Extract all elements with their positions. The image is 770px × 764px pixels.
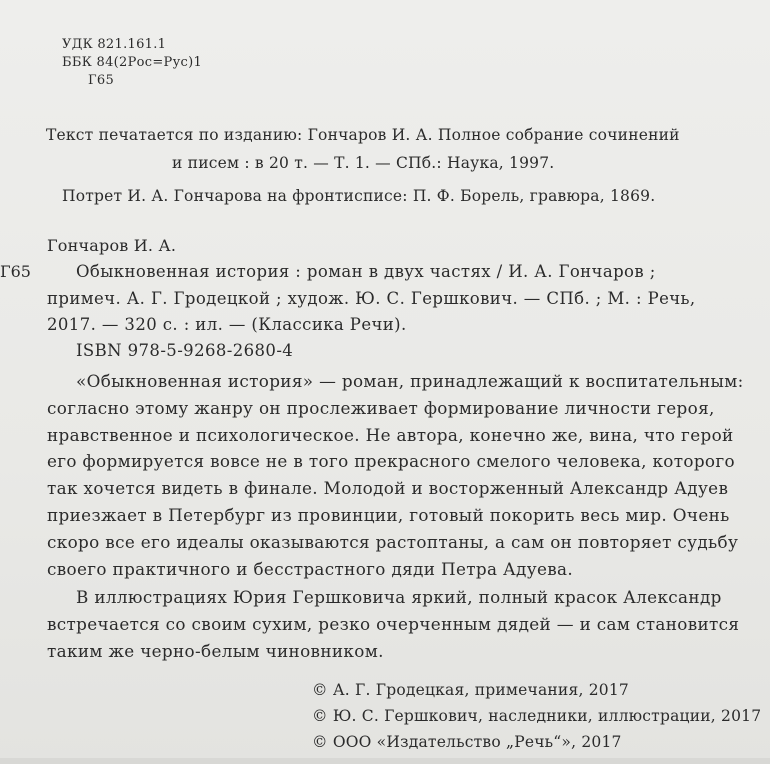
portrait-note: Потрет И. А. Гончарова на фронтисписе: П. Ф. Борель, гравюра, 1869. bbox=[62, 187, 656, 205]
copyright-line: © А. Г. Гродецкая, примечания, 2017 bbox=[312, 681, 629, 699]
source-note-line-2: и писем : в 20 т. — Т. 1. — СПб.: Наука, 1997. bbox=[172, 154, 555, 172]
annotation-line: своего практичного и бесстрастного дяди Петра Адуева. bbox=[47, 559, 574, 579]
annotation-line: его формируется вовсе не в того прекрасного смелого человека, которого bbox=[47, 451, 735, 471]
bib-description-line-2: примеч. А. Г. Гродецкой ; худож. Ю. С. Гершкович. — СПб. ; М. : Речь, bbox=[47, 289, 696, 308]
copyright-line: © ООО «Издательство „Речь“», 2017 bbox=[312, 733, 622, 751]
annotation-line: таким же черно-белым чиновником. bbox=[47, 641, 384, 661]
bbk-code: ББК 84(2Рос=Рус)1 bbox=[62, 55, 203, 70]
copyright-line: © Ю. С. Гершкович, наследники, иллюстрации, 2017 bbox=[312, 707, 762, 725]
annotation-line: так хочется видеть в финале. Молодой и восторженный Александр Адуев bbox=[47, 478, 729, 498]
margin-author-mark: Г65 bbox=[0, 262, 31, 281]
isbn: ISBN 978-5-9268-2680-4 bbox=[76, 341, 294, 360]
page-bottom-edge bbox=[0, 758, 770, 764]
bib-description-line-3: 2017. — 320 с. : ил. — (Классика Речи). bbox=[47, 315, 407, 334]
annotation-line: встречается со своим сухим, резко очерченным дядей — и сам становится bbox=[47, 614, 740, 634]
annotation-line: В иллюстрациях Юрия Гершковича яркий, полный красок Александр bbox=[76, 587, 722, 607]
annotation-line: «Обыкновенная история» — роман, принадлежащий к воспитательным: bbox=[76, 371, 744, 391]
annotation-line: приезжает в Петербург из провинции, готовый покорить весь мир. Очень bbox=[47, 505, 730, 525]
udk-code: УДК 821.161.1 bbox=[62, 37, 167, 52]
annotation-line: скоро все его идеалы оказываются растоптаны, а сам он повторяет судьбу bbox=[47, 532, 739, 552]
author-heading: Гончаров И. А. bbox=[47, 236, 177, 255]
annotation-line: нравственное и психологическое. Не автора, конечно же, вина, что герой bbox=[47, 425, 734, 445]
bib-description-line-1: Обыкновенная история : роман в двух частях / И. А. Гончаров ; bbox=[76, 262, 656, 281]
annotation-line: согласно этому жанру он прослеживает формирование личности героя, bbox=[47, 398, 715, 418]
author-mark-code: Г65 bbox=[88, 73, 115, 88]
source-note-line-1: Текст печатается по изданию: Гончаров И. А. Полное собрание сочинений bbox=[46, 126, 680, 144]
